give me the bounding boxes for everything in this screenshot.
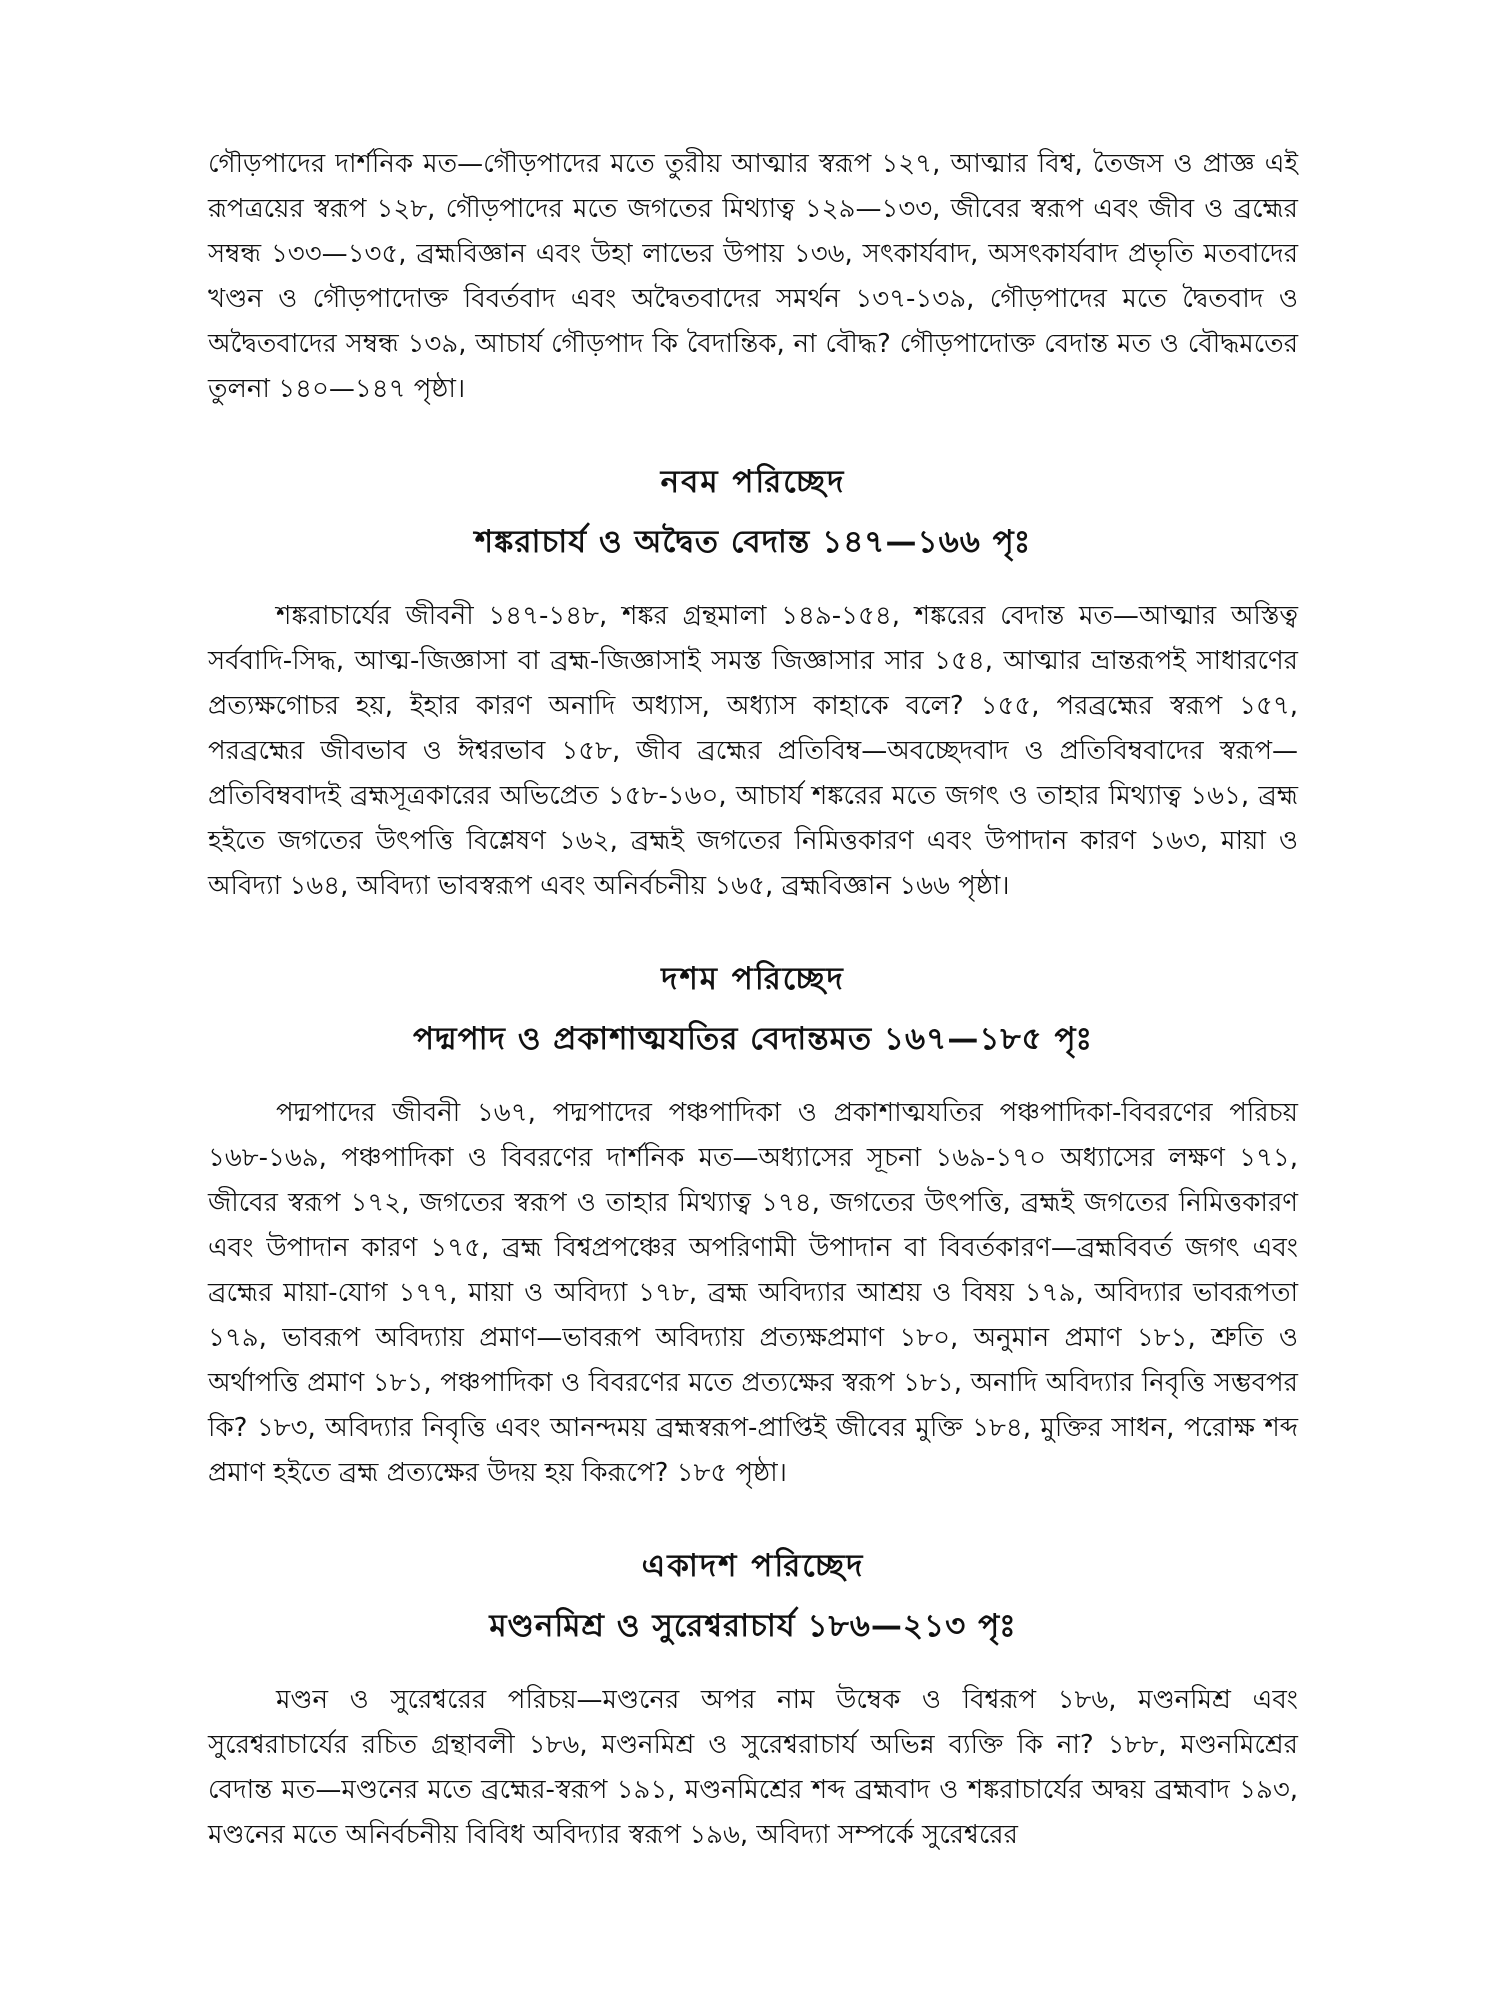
chapter-paragraph: শঙ্করাচার্যের জীবনী ১৪৭-১৪৮, শঙ্কর গ্রন্থমালা ১৪৯-১৫৪, শঙ্করের বেদান্ত মত—আত্মার অস্তিত্ব সর্ববাদি-সিদ্ধ, আত্ম-জিজ্ঞাসা বা ব্রহ্ম-জিজ্ঞাসাই সমস্ত জিজ্ঞাসার সার ১৫৪, আত্মার ভ্রান্তরূপই সাধারণের প্রত্যক্ষগোচর হয়, ইহার কারণ অনাদি অধ্যাস, অধ্যাস কাহাকে বলে? ১৫৫, পরব্রহ্মের স্বরূপ ১৫৭, পরব্রহ্মের জীবভাব ও ঈশ্বরভাব ১৫৮, জীব ব্রহ্মের প্রতিবিম্ব—অবচ্ছেদবাদ ও প্রতিবিম্ববাদের স্বরূপ—প্রতিবিম্ববাদই ব্রহ্মসূত্রকারের অভিপ্রেত ১৫৮-১৬০, আচার্য শঙ্করের মতে জগৎ ও তাহার মিথ্যাত্ব ১৬১, ব্রহ্ম হইতে জগতের উৎপত্তি বিশ্লেষণ ১৬২, ব্রহ্মই জগতের নিমিত্তকারণ এবং উপাদান কারণ ১৬৩, মায়া ও অবিদ্যা ১৬৪, অবিদ্যা ভাবস্বরূপ এবং অনির্বচনীয় ১৬৫, ব্রহ্মবিজ্ঞান ১৬৬ পৃষ্ঠা। xyxy=(208,601,1298,901)
chapter-title: নবম পরিচ্ছেদ xyxy=(660,464,846,500)
chapter-paragraph: পদ্মপাদের জীবনী ১৬৭, পদ্মপাদের পঞ্চপাদিকা ও প্রকাশাত্মযতির পঞ্চপাদিকা-বিবরণের পরিচয় ১৬৮-১৬৯, পঞ্চপাদিকা ও বিবরণের দার্শনিক মত—অধ্যাসের সূচনা ১৬৯-১৭০ অধ্যাসের লক্ষণ ১৭১, জীবের স্বরূপ ১৭২, জগতের স্বরূপ ও তাহার মিথ্যাত্ব ১৭৪, জগতের উৎপত্তি, ব্রহ্মই জগতের নিমিত্তকারণ এবং উপাদান কারণ ১৭৫, ব্রহ্ম বিশ্বপ্রপঞ্চের অপরিণামী উপাদান বা বিবর্তকারণ—ব্রহ্মবিবর্ত জগৎ এবং ব্রহ্মের মায়া-যোগ ১৭৭, মায়া ও অবিদ্যা ১৭৮, ব্রহ্ম অবিদ্যার আশ্রয় ও বিষয় ১৭৯, অবিদ্যার ভাবরূপতা ১৭৯, ভাবরূপ অবিদ্যায় প্রমাণ—ভাবরূপ অবিদ্যায় প্রত্যক্ষপ্রমাণ ১৮০, অনুমান প্রমাণ ১৮১, শ্রুতি ও অর্থাপত্তি প্রমাণ ১৮১, পঞ্চপাদিকা ও বিবরণের মতে প্রত্যক্ষের স্বরূপ ১৮১, অনাদি অবিদ্যার নিবৃত্তি সম্ভবপর কি? ১৮৩, অবিদ্যার নিবৃত্তি এবং আনন্দময় ব্রহ্মস্বরূপ-প্রাপ্তিই জীবের মুক্তি ১৮৪, মুক্তির সাধন, পরোক্ষ শব্দ প্রমাণ হইতে ব্রহ্ম প্রত্যক্ষের উদয় হয় কিরূপে? ১৮৫ পৃষ্ঠা। xyxy=(208,1098,1298,1488)
chapter-subtitle: পদ্মপাদ ও প্রকাশাত্মযতির বেদান্তমত ১৬৭—১৮৫ পৃঃ xyxy=(412,1021,1094,1057)
chapter-section xyxy=(208,957,1298,1496)
intro-paragraph: গৌড়পাদের দার্শনিক মত—গৌড়পাদের মতে তুরীয় আত্মার স্বরূপ ১২৭, আত্মার বিশ্ব, তৈজস ও প্রাজ্ঞ এই রূপত্রয়ের স্বরূপ ১২৮, গৌড়পাদের মতে জগতের মিথ্যাত্ব ১২৯—১৩৩, জীবের স্বরূপ এবং জীব ও ব্রহ্মের সম্বন্ধ ১৩৩—১৩৫, ব্রহ্মবিজ্ঞান এবং উহা লাভের উপায় ১৩৬, সৎকার্যবাদ, অসৎকার্যবাদ প্রভৃতি মতবাদের খণ্ডন ও গৌড়পাদোক্ত বিবর্তবাদ এবং অদ্বৈতবাদের সমর্থন ১৩৭-১৩৯, গৌড়পাদের মতে দ্বৈতবাদ ও অদ্বৈতবাদের সম্বন্ধ ১৩৯, আচার্য গৌড়পাদ কি বৈদান্তিক, না বৌদ্ধ? গৌড়পাদোক্ত বেদান্ত মত ও বৌদ্ধমতের তুলনা ১৪০—১৪৭ পৃষ্ঠা। xyxy=(208,149,1298,404)
chapter-paragraph: মণ্ডন ও সুরেশ্বরের পরিচয়—মণ্ডনের অপর নাম উম্বেক ও বিশ্বরূপ ১৮৬, মণ্ডনমিশ্র এবং সুরেশ্বরাচার্যের রচিত গ্রন্থাবলী ১৮৬, মণ্ডনমিশ্র ও সুরেশ্বরাচার্য অভিন্ন ব্যক্তি কি না? ১৮৮, মণ্ডনমিশ্রের বেদান্ত মত—মণ্ডনের মতে ব্রহ্মের-স্বরূপ ১৯১, মণ্ডনমিশ্রের শব্দ ব্রহ্মবাদ ও শঙ্করাচার্যের অদ্বয় ব্রহ্মবাদ ১৯৩, মণ্ডনের মতে অনির্বচনীয় বিবিধ অবিদ্যার স্বরূপ ১৯৬, অবিদ্যা সম্পর্কে সুরেশ্বরের xyxy=(208,1685,1298,1850)
page-content xyxy=(208,142,1298,1858)
chapter-subtitle: মণ্ডনমিশ্র ও সুরেশ্বরাচার্য ১৮৬—২১৩ পৃঃ xyxy=(489,1608,1017,1644)
chapter-section xyxy=(208,1544,1298,1858)
chapter-section xyxy=(208,460,1298,909)
chapter-title: দশম পরিচ্ছেদ xyxy=(661,961,845,997)
chapter-title: একাদশ পরিচ্ছেদ xyxy=(641,1548,865,1584)
chapter-subtitle: শঙ্করাচার্য ও অদ্বৈত বেদান্ত ১৪৭—১৬৬ পৃঃ xyxy=(474,524,1032,560)
